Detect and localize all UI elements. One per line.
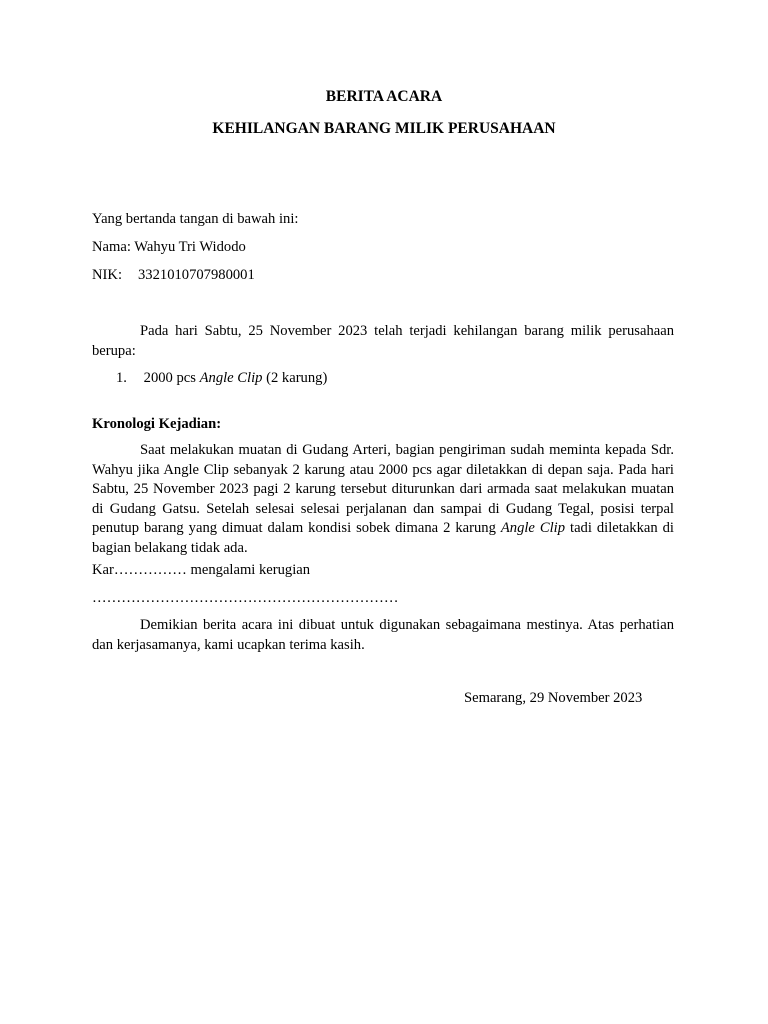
loss-suffix: mengalami kerugian <box>190 562 311 578</box>
list-item <box>92 369 674 389</box>
intro-line: Yang bertanda tangan di bawah ini: <box>92 211 299 227</box>
name-label: Nama: <box>92 239 131 255</box>
list-item-note: (2 karung) <box>266 370 328 386</box>
list-item-qty: 2000 pcs <box>143 370 196 386</box>
chronology-text-part2: tadi diletakkan di bagian belakang tidak ada. <box>92 520 674 556</box>
chronology-text-part1: Saat melakukan muatan di Gudang Arteri, bagian pengiriman sudah meminta kepada Sdr. Wahyu jika Angle Clip sebanyak 2 karung atau 2000 pcs agar diletakkan di depan saja. Pada hari Sabtu, 25 November 2023 pagi 2 karung tersebut diturunkan dari armada saat melakukan muatan di Gudang Gatsu. Setelah selesai selesai perjalanan dan sampai di Gudang Tegal, posisi terpal penutup barang yang dimuat dalam kondisi sobek dimana 2 karung <box>92 442 674 536</box>
document-title: BERITA ACARA <box>325 88 443 105</box>
blank-dotted-line: ……………………………………………………… <box>92 590 399 606</box>
statement-paragraph: Pada hari Sabtu, 25 November 2023 telah terjadi kehilangan barang milik perusahaan berupa: <box>92 323 674 359</box>
chronology-heading: Kronologi Kejadian: <box>92 416 222 432</box>
place-date: Semarang, 29 November 2023 <box>464 690 643 706</box>
closing-paragraph: Demikian berita acara ini dibuat untuk digunakan sebagaimana mestinya. Atas perhatian dan kerjasamanya, kami ucapkan terima kasih. <box>92 617 674 653</box>
list-item-name: Angle Clip <box>199 370 263 386</box>
nik-line <box>92 266 674 286</box>
loss-prefix: Kar…………… <box>92 562 187 578</box>
chronology-paragraph <box>92 441 674 558</box>
nik-value: 3321010707980001 <box>138 267 255 283</box>
loss-line <box>92 561 674 581</box>
name-value: Wahyu Tri Widodo <box>134 239 246 255</box>
chronology-text-italic: Angle Clip <box>500 520 566 536</box>
document-subtitle: KEHILANGAN BARANG MILIK PERUSAHAAN <box>212 120 556 137</box>
nik-label: NIK: <box>92 267 122 283</box>
list-item-number: 1. <box>116 370 127 386</box>
name-line <box>92 238 674 258</box>
